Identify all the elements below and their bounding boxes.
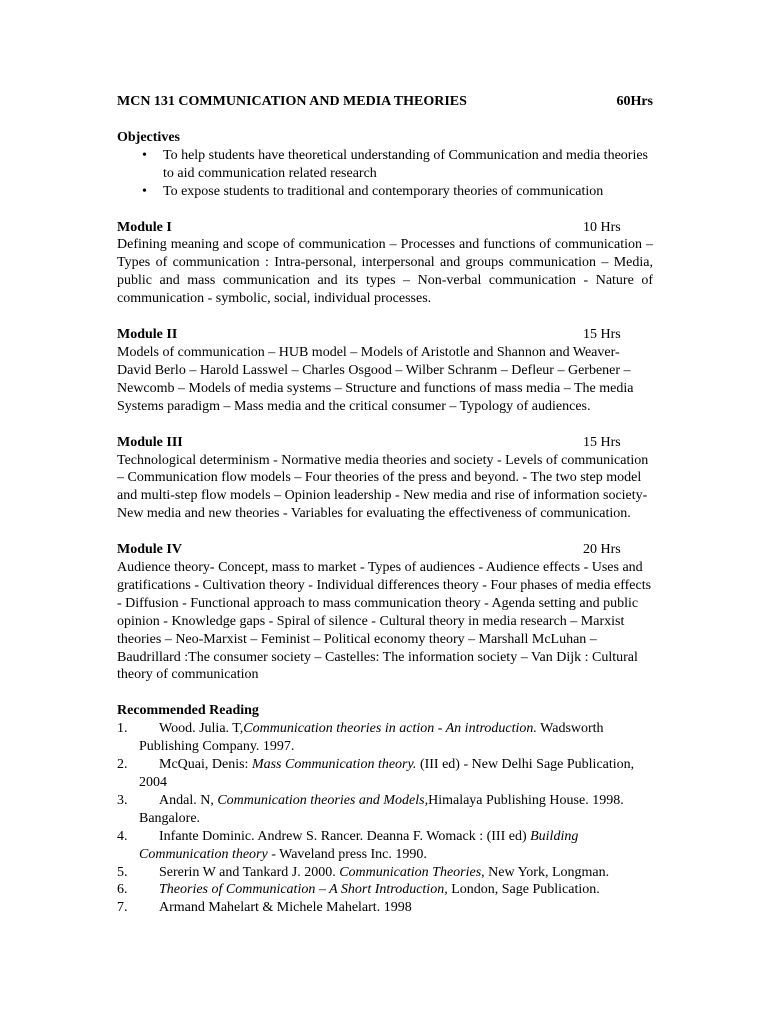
reading-title: Communication Theories [339, 864, 482, 880]
reading-publisher: Himalaya Publishing House. 1998. Bangalore. [139, 792, 624, 826]
module-hours: 15 Hrs [583, 434, 621, 450]
reading-item [117, 756, 653, 792]
objective-item [117, 183, 653, 201]
reading-number: 3. [117, 792, 128, 808]
module-hours: 20 Hrs [583, 542, 621, 558]
reading-item [117, 720, 653, 756]
module-header [117, 326, 653, 344]
module-header [117, 434, 653, 452]
module-description: Technological determinism - Normative media theories and society - Levels of communication – Communication flow models – Four theories of the press and beyond. - The two step model and multi-step flow models – Opinion leadership - New media and rise of information society- New media and new theories - Variables for evaluating the effectiveness of communication. [117, 452, 649, 522]
bullet-icon: • [142, 147, 147, 163]
module-name: Module I [117, 219, 172, 235]
objectives-list [117, 147, 653, 201]
reading-author: Andal. N, [159, 792, 218, 808]
reading-title: Communication theories and Models, [217, 792, 429, 808]
reading-item [117, 792, 653, 828]
reading-number: 2. [117, 757, 128, 773]
module-hours: 15 Hrs [583, 327, 621, 343]
module-name: Module II [117, 327, 178, 343]
reading-number: 6. [117, 882, 128, 898]
objective-text: To expose students to traditional and contemporary theories of communication [163, 183, 604, 199]
reading-number: 4. [117, 828, 128, 844]
reading-author: Armand Mahelart & Michele Mahelart. 1998 [159, 900, 412, 916]
reading-author: Infante Dominic. Andrew S. Rancer. Deanna F. Womack : (III ed) [159, 828, 531, 844]
reading-item [117, 828, 653, 864]
reading-title: Communication theories in action - An introduction. [243, 721, 537, 737]
module-description: Audience theory- Concept, mass to market - Types of audiences - Audience effects - Uses and gratifications - Cultivation theory - Individual differences theory - Four phases of media effects - Diffusion - Functional approach to mass communication theory - Agenda setting and public opinion - Knowledge gaps - Spiral of silence - Cultural theory in media research – Marxist theories – Neo-Marxist – Feminist – Political economy theory – Marshall McLuhan – Baudrillard :The consumer society – Castelles: The information society – Van Dijk : Cultural theory of communication [117, 560, 652, 683]
course-hours: 60Hrs [616, 94, 653, 109]
reading-publisher: - Waveland press Inc. 1990. [267, 846, 427, 862]
reading-number: 5. [117, 864, 128, 880]
reading-publisher: London, Sage Publication. [447, 882, 600, 898]
reading-author: Wood. Julia. T, [159, 721, 244, 737]
reading-list [117, 720, 653, 917]
module-name: Module III [117, 434, 183, 450]
bullet-icon: • [142, 183, 147, 199]
module-2 [117, 326, 653, 416]
reading-author: Sererin W and Tankard J. 2000. [159, 864, 340, 880]
reading-heading: Recommended Reading [117, 703, 259, 719]
module-4 [117, 541, 653, 684]
reading-item [117, 899, 653, 917]
reading-title: Building Communication theory [139, 828, 579, 862]
course-title: MCN 131 COMMUNICATION AND MEDIA THEORIES [117, 94, 467, 109]
objective-item [117, 147, 653, 183]
reading-author: McQuai, Denis: [159, 757, 252, 773]
reading-number: 1. [117, 721, 128, 737]
objective-text: To help students have theoretical understanding of Communication and media theories to aid communication related research [163, 147, 649, 181]
module-header [117, 219, 653, 237]
syllabus-content [117, 93, 653, 917]
reading-title: Mass Communication theory. [251, 757, 417, 773]
module-name: Module IV [117, 542, 182, 558]
reading-item [117, 881, 653, 899]
module-1 [117, 219, 653, 309]
reading-publisher: (III ed) - New Delhi Sage Publication, 2004 [139, 757, 635, 790]
reading-title: Theories of Communication – A Short Introduction, [159, 882, 448, 898]
module-description: Defining meaning and scope of communication – Processes and functions of communication – Types of communication : Intra-personal, interpersonal and groups communication – Media, public and mass communication and its types – Non-verbal communication - Nature of communication - symbolic, social, individual processes. [117, 237, 653, 307]
reading-publisher: Wadsworth Publishing Company. 1997. [139, 721, 604, 755]
reading-publisher: , New York, Longman. [481, 864, 610, 880]
module-header [117, 541, 653, 559]
module-hours: 10 Hrs [583, 219, 621, 235]
objectives-heading: Objectives [117, 129, 180, 145]
module-3 [117, 434, 653, 524]
course-title-row [117, 93, 653, 111]
reading-item [117, 864, 653, 882]
reading-number: 7. [117, 900, 128, 916]
module-description: Models of communication – HUB model – Models of Aristotle and Shannon and Weaver- David Berlo – Harold Lasswel – Charles Osgood – Wilber Schranm – Defleur – Gerbener – Newcomb – Models of media systems – Structure and functions of mass media – The media Systems paradigm – Mass media and the critical consumer – Typology of audiences. [117, 344, 634, 414]
